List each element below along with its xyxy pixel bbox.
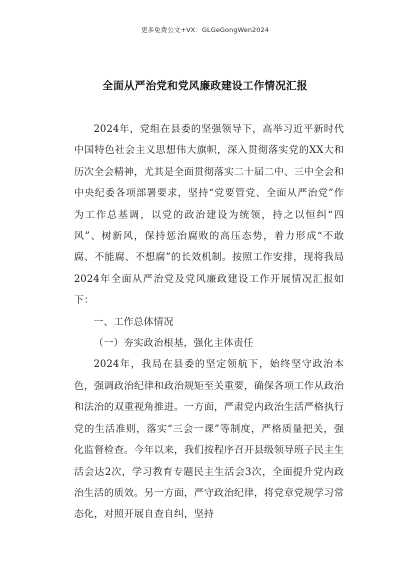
section-heading: 一、工作总体情况 <box>93 316 174 328</box>
subsection-heading: （一）夯实政治根基，强化主体责任 <box>93 338 254 350</box>
document-title: 全面从严治党和党风廉政建设工作情况汇报 <box>102 80 308 92</box>
header-note: 更多免费公文+VX：GLGeGongWen2024 <box>140 26 269 34</box>
intro-paragraph: 2024年，党组在县委的坚强领导下，高举习近平新时代中国特色社会主义思想伟大旗帜，深入贯彻落实党的XX大和历次全会精神，尤其是全面贯彻落实二十届二中、三中全会和中央纪委各项部署要求，坚持“党要管党、全面从严治党”作为工作总基调，以党的政治建设为统领，持之以恒纠“四风”、树新风，保持惩治腐败的高压态势，着力形成“不敢腐、不能腐、不想腐”的长效机制。按照工作安排，现将我局2024年全面从严治党及党风廉政建设工作开展情况汇报如下： <box>74 124 344 307</box>
body-paragraph: 2024年，我局在县委的坚定领航下，始终坚守政治本色，强调政治纪律和政治规矩至关重要，确保各项工作从政治和法治的双重视角推进。一方面，严肃党内政治生活严格执行党的生活准则，落实“三会一课”等制度，严格质量把关，强化监督检查。今年以来，我们按程序召开县级领导班子民主生活会达2次，学习教育专题民主生活会3次，全面提升党内政治生活的质效。另一方面，严守政治纪律，将党章党规学习常态化，对照开展自查自纠，坚持 <box>74 359 344 521</box>
document-body <box>74 119 344 526</box>
